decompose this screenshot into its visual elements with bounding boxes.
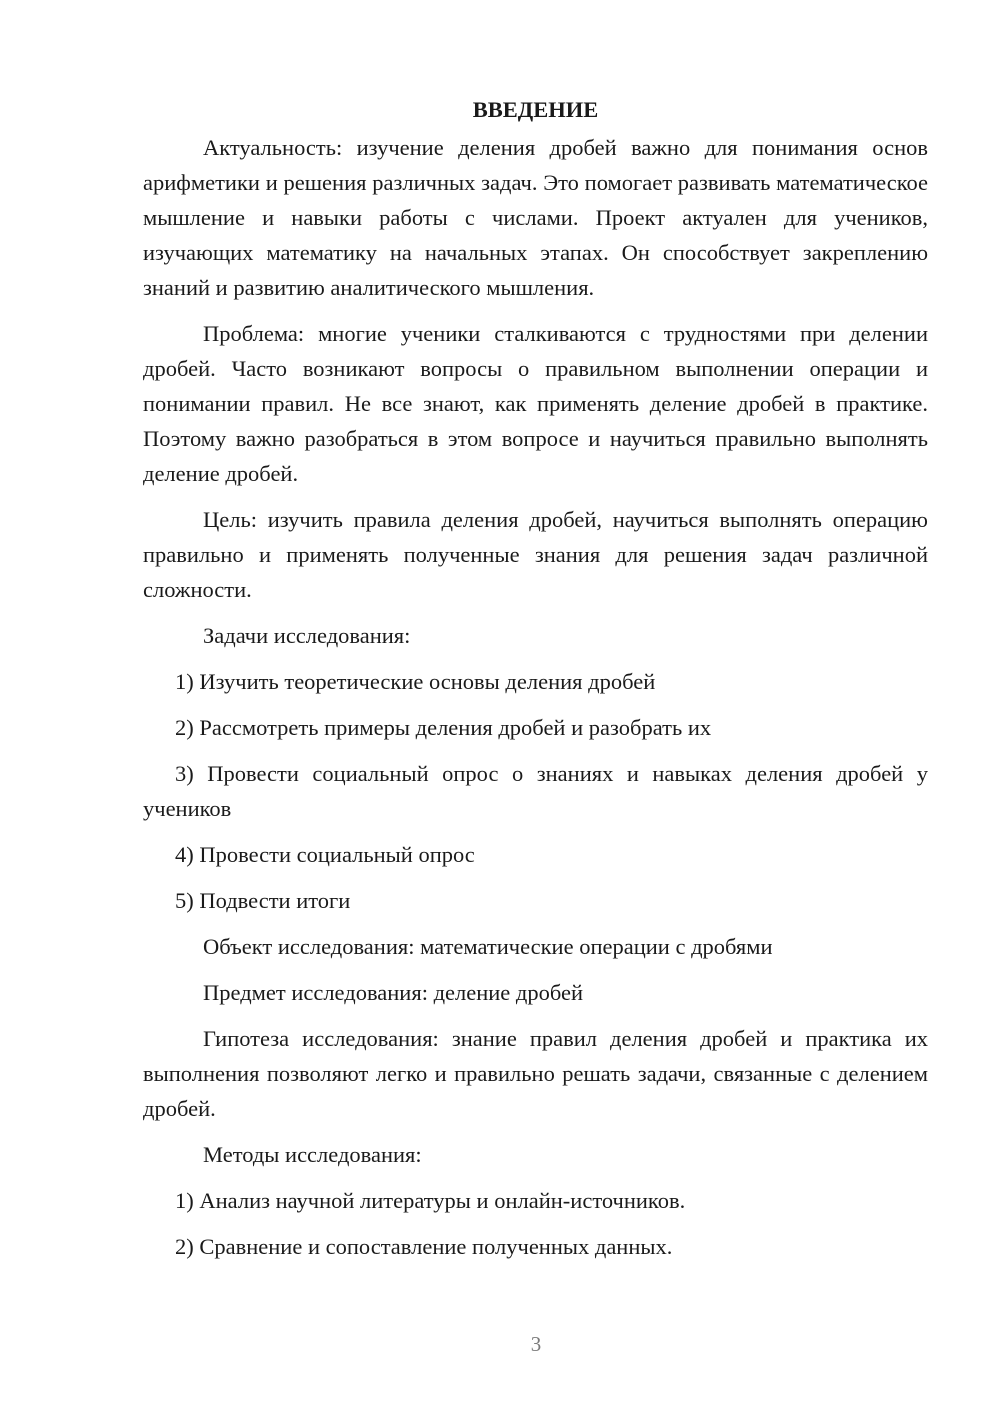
document-page: [143, 92, 928, 1275]
task-item-3: 3) Провести социальный опрос о знаниях и навыках деления дробей у учеников: [143, 761, 928, 821]
page-title: ВВЕДЕНИЕ: [472, 97, 599, 122]
method-item-1: 1) Анализ научной литературы и онлайн-источников.: [175, 1188, 686, 1213]
methods-heading: Методы исследования:: [203, 1142, 422, 1167]
task-item-1: 1) Изучить теоретические основы деления дробей: [175, 669, 656, 694]
method-item-2: 2) Сравнение и сопоставление полученных данных.: [175, 1234, 673, 1259]
paragraph-object: Объект исследования: математические операции с дробями: [203, 934, 773, 959]
tasks-heading: Задачи исследования:: [203, 623, 411, 648]
paragraph-problem: Проблема: многие ученики сталкиваются с трудностями при делении дробей. Часто возникают вопросы о правильном выполнении операции и понимании правил. Не все знают, как применять деление дробей в практике. Поэтому важно разобраться в этом вопросе и научиться правильно выполнять деление дробей.: [143, 321, 928, 486]
paragraph-relevance: Актуальность: изучение деления дробей важно для понимания основ арифметики и решения различных задач. Это помогает развивать математическое мышление и навыки работы с числами. Проект актуален для учеников, изучающих математику на начальных этапах. Он способствует закреплению знаний и развитию аналитического мышления.: [143, 135, 928, 300]
task-item-5: 5) Подвести итоги: [175, 888, 351, 913]
paragraph-hypothesis: Гипотеза исследования: знание правил деления дробей и практика их выполнения позволяют легко и правильно решать задачи, связанные с делением дробей.: [143, 1026, 928, 1121]
paragraph-goal: Цель: изучить правила деления дробей, научиться выполнять операцию правильно и применять полученные знания для решения задач различной сложности.: [143, 507, 928, 602]
paragraph-subject: Предмет исследования: деление дробей: [203, 980, 584, 1005]
task-item-2: 2) Рассмотреть примеры деления дробей и разобрать их: [175, 715, 712, 740]
task-item-4: 4) Провести социальный опрос: [175, 842, 475, 867]
page-number: 3: [530, 1332, 542, 1356]
